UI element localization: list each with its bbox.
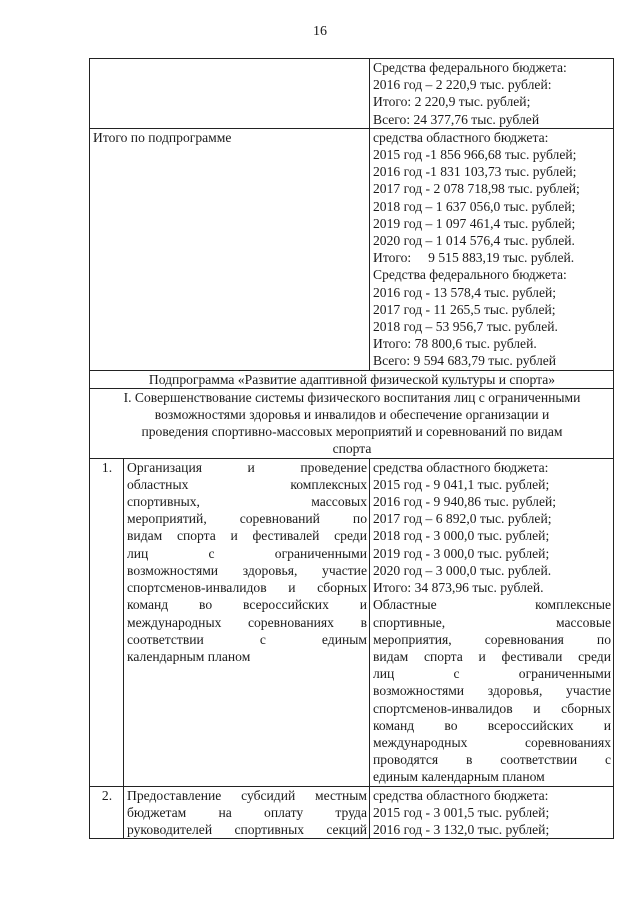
subprogram-total-label: Итого по подпрограмме [90,128,370,370]
text-line: средства областного бюджета: [373,459,549,475]
text-line: средства областного бюджета: [373,129,549,145]
text-line: лиц с ограниченными [373,666,611,682]
item-activity [124,786,370,839]
text-line: Организация и проведение [127,459,367,475]
text-line: проведения спортивно-массовых мероприятий и соревнований по видам [141,424,563,440]
program-table [89,58,614,839]
text-line: Всего: 9 594 683,79 тыс. рублей [373,353,557,369]
text-line: соответствии с единым [127,631,367,647]
text-line: возможностями здоровья, участие [127,562,367,578]
text-line: единым календарным планом [373,769,545,785]
item-funding [370,786,614,839]
text-line: международных соревнованиях в [127,614,367,630]
text-line: Средства федерального бюджета: [373,267,567,283]
federal-budget-row [90,59,614,129]
text-line: 2016 год – 2 220,9 тыс. рублей: [373,77,552,93]
text-line: команд во всероссийских и [127,597,367,613]
empty-cell [90,59,370,129]
text-line: лиц с ограниченными [127,545,367,561]
text-line: 2018 год – 1 637 056,0 тыс. рублей; [373,198,576,214]
table-row [90,458,614,786]
text-line: проводятся в соответствии с [373,752,611,768]
subprogram-title-row [90,370,614,388]
text-line: 2016 год - 3 132,0 тыс. рублей; [373,821,550,837]
text-line: календарным планом [127,648,251,664]
text-line: 2017 год - 2 078 718,98 тыс. рублей; [373,181,580,197]
text-line: 2019 год – 1 097 461,4 тыс. рублей; [373,215,576,231]
text-line: Областные комплексные [373,597,611,613]
text-line: Итого: 9 515 883,19 тыс. рублей. [373,250,575,266]
federal-budget-cell [370,59,614,129]
text-line: возможностями здоровья, участие [373,683,611,699]
text-line: Итого: 2 220,9 тыс. рублей; [373,94,531,110]
item-number: 1. [90,458,124,786]
text-line: 2015 год - 3 001,5 тыс. рублей; [373,804,550,820]
item-activity [124,458,370,786]
text-line: мероприятия, соревнования по [373,631,611,647]
text-line: спорта [332,441,372,457]
text-line: спортсменов-инвалидов и сборных [373,700,611,716]
item-funding [370,458,614,786]
text-line: 2020 год – 3 000,0 тыс. рублей. [373,562,552,578]
text-line: 2017 год - 11 265,5 тыс. рублей; [373,301,556,317]
subprogram-title: Подпрограмма «Развитие адаптивной физической культуры и спорта» [90,370,614,388]
text-line: видам спорта и фестивалей среди [127,528,367,544]
text-line: 2020 год – 1 014 576,4 тыс. рублей. [373,233,575,249]
text-line: команд во всероссийских и [373,717,611,733]
text-line: спортивных, массовых [127,494,367,510]
text-line: возможностями здоровья и инвалидов и обеспечение организации и [154,407,550,423]
item-number: 2. [90,786,124,839]
text-line: международных соревнованиях [373,734,611,750]
text-line: средства областного бюджета: [373,787,549,803]
text-line: 2017 год – 6 892,0 тыс. рублей; [373,511,552,527]
text-line: Средства федерального бюджета: [373,60,567,75]
text-line: 2019 год - 3 000,0 тыс. рублей; [373,545,550,561]
text-line: 2015 год -1 856 966,68 тыс. рублей; [373,147,577,163]
text-line: Всего: 24 377,76 тыс. рублей [373,111,540,127]
text-line: 2018 год – 53 956,7 тыс. рублей. [373,319,558,335]
section-heading-row [90,388,614,458]
text-line: видам спорта и фестивали среди [373,648,611,664]
table-row [90,786,614,839]
subprogram-total-row [90,128,614,370]
text-line: Итого: 34 873,96 тыс. рублей. [373,580,544,596]
page-number: 16 [313,24,327,39]
text-line: спортивные, массовые [373,614,611,630]
text-line: Итого: 78 800,6 тыс. рублей. [373,336,537,352]
text-line: 2016 год - 13 578,4 тыс. рублей; [373,284,557,300]
text-line: 2016 год - 9 940,86 тыс. рублей; [373,494,557,510]
text-line: мероприятий, соревнований по [127,511,367,527]
text-line: I. Совершенствование системы физического воспитания лиц с ограниченными [123,389,581,405]
text-line: областных комплексных [127,476,367,492]
text-line: спортсменов-инвалидов и сборных [127,580,367,596]
text-line: Предоставление субсидий местным [127,787,367,803]
subprogram-total-funding [370,128,614,370]
text-line: бюджетам на оплату труда [127,804,367,820]
text-line: 2018 год - 3 000,0 тыс. рублей; [373,528,550,544]
text-line: руководителей спортивных секций [127,821,367,837]
text-line: 2016 год -1 831 103,73 тыс. рублей; [373,164,577,180]
text-line: 2015 год - 9 041,1 тыс. рублей; [373,476,550,492]
section-heading [90,388,614,458]
